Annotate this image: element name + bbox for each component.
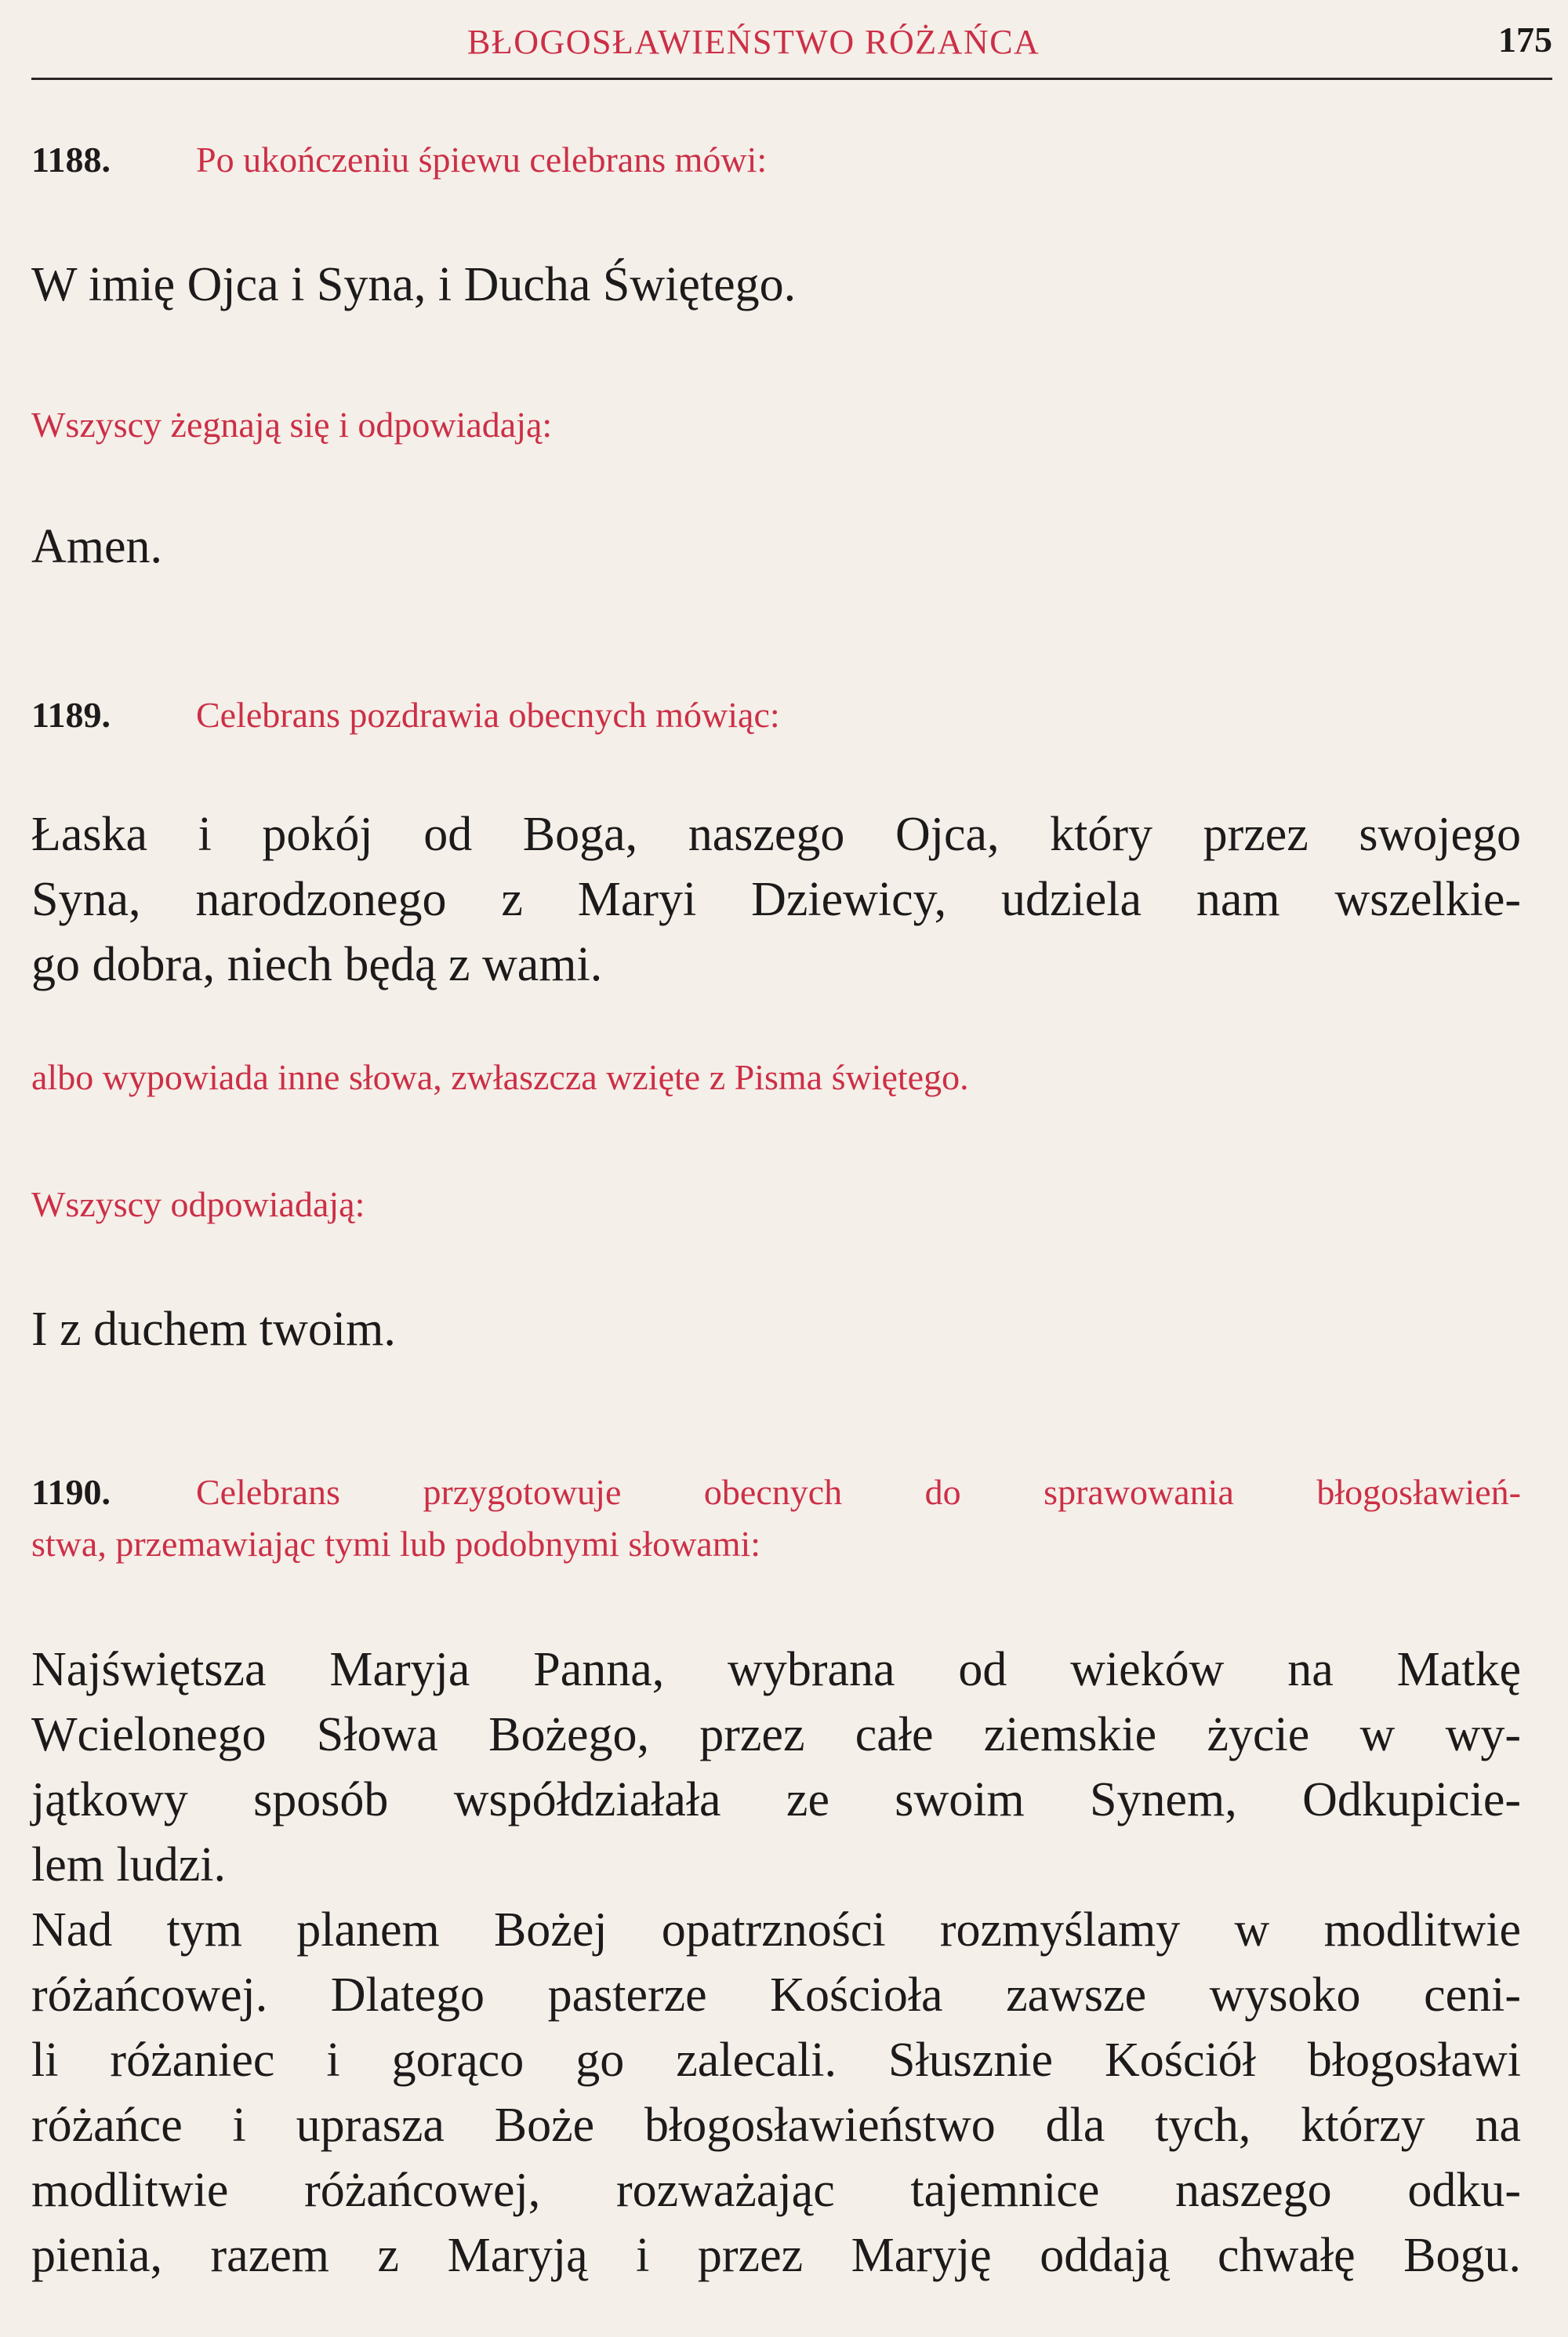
section-1188-response <box>31 514 1521 580</box>
section-1189-rubric-alternative: albo wypowiada inne słowa, zwłaszcza wzięte z Pisma świętego. <box>31 1057 969 1097</box>
section-number: 1190. <box>31 1472 111 1512</box>
section-1189-response <box>31 1297 1521 1362</box>
page-number: 175 <box>1498 20 1552 60</box>
running-title: BŁOGOSŁAWIEŃSTWO RÓŻAŃCA <box>467 23 1040 61</box>
spoken-line: li różaniec i gorąco go zalecali. Słusznie Kościół błogosławi <box>31 2034 1521 2087</box>
spoken-line: lem ludzi. <box>31 1838 226 1892</box>
rubric-line: stwa, przemawiając tymi lub podobnymi słowami: <box>31 1524 761 1564</box>
section-1188-invocation <box>31 253 1521 318</box>
section-1188-rubric-response: Wszyscy żegnają się i odpowiadają: <box>31 405 553 445</box>
response-text: Amen. <box>31 520 163 573</box>
response-text: I z duchem twoim. <box>31 1303 396 1356</box>
spoken-line: Wcielonego Słowa Bożego, przez całe ziemskie życie w wy- <box>31 1708 1521 1761</box>
spoken-line: różańce i uprasza Boże błogosławieństwo dla tych, którzy na <box>31 2099 1521 2152</box>
spoken-line: Syna, narodzonego z Maryi Dziewicy, udziela nam wszelkie- <box>31 873 1521 926</box>
running-header <box>31 17 1552 80</box>
spoken-line: Łaska i pokój od Boga, naszego Ojca, który przez swojego <box>31 808 1521 861</box>
spoken-text: W imię Ojca i Syna, i Ducha Świętego. <box>31 258 797 311</box>
spoken-line: modlitwie różańcowej, rozważając tajemnice naszego odku- <box>31 2164 1521 2217</box>
spoken-line: Najświętsza Maryja Panna, wybrana od wieków na Matkę <box>31 1643 1521 1696</box>
rubric: Celebrans pozdrawia obecnych mówiąc: <box>196 695 780 735</box>
spoken-line: jątkowy sposób współdziałała ze swoim Synem, Odkupicie- <box>31 1773 1521 1826</box>
spoken-line: pienia, razem z Maryją i przez Maryję oddają chwałę Bogu. <box>31 2229 1521 2282</box>
spoken-line: Nad tym planem Bożej opatrzności rozmyślamy w modlitwie <box>31 1903 1521 1957</box>
spoken-line: różańcowej. Dlatego pasterze Kościoła zawsze wysoko ceni- <box>31 1968 1521 2022</box>
section-1189-heading <box>31 690 1521 740</box>
section-number: 1189. <box>31 695 111 735</box>
section-1189-greeting <box>31 802 1521 998</box>
section-1189-rubric-response: Wszyscy odpowiadają: <box>31 1184 365 1224</box>
rubric-line: Celebrans przygotowuje obecnych do sprawowania błogosławień- <box>196 1472 1521 1512</box>
section-number: 1188. <box>31 140 111 180</box>
section-1190-address <box>31 1637 1521 2288</box>
rubric: Po ukończeniu śpiewu celebrans mówi: <box>196 140 768 180</box>
section-1188-heading <box>31 135 1521 185</box>
section-1190-heading <box>31 1467 1521 1570</box>
spoken-line: go dobra, niech będą z wami. <box>31 938 603 991</box>
